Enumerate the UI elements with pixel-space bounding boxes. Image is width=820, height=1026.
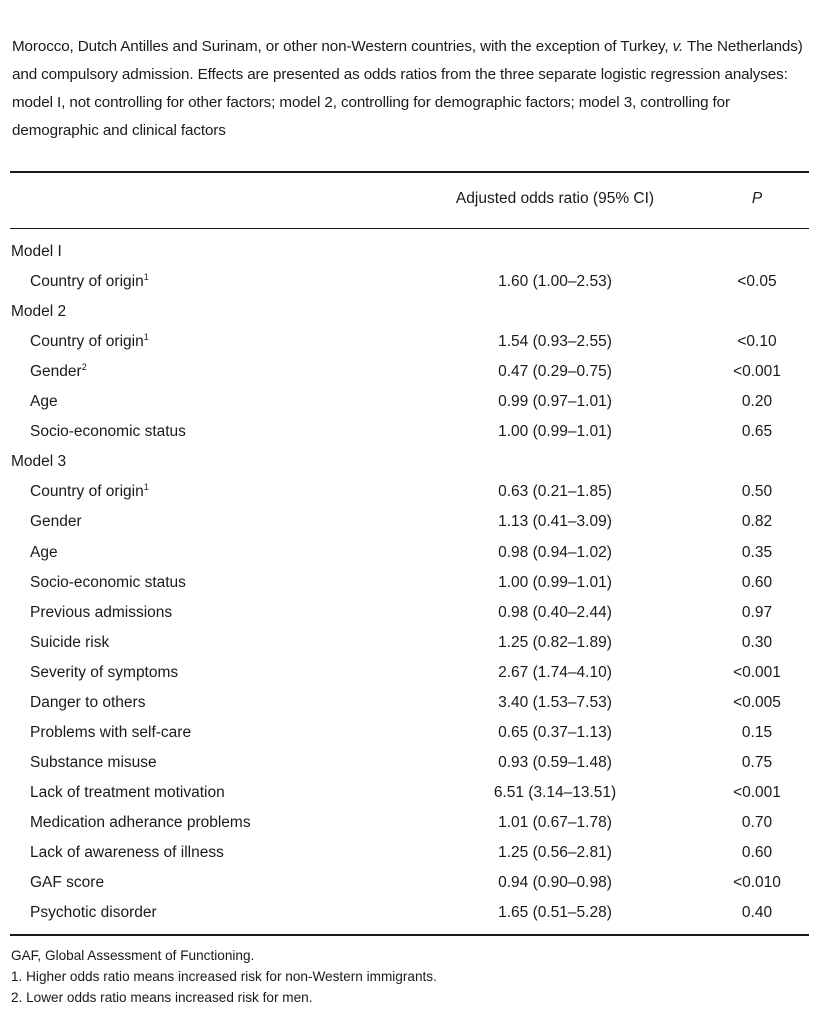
row-label [30, 327, 149, 357]
table-row [0, 838, 820, 868]
odds-ratio-cell: 6.51 (3.14–13.51) [493, 783, 617, 801]
row-label [30, 628, 109, 658]
table-bottom-rule [10, 934, 809, 936]
footnote-gaf: GAF, Global Assessment of Functioning. [11, 948, 255, 963]
row-label-text: Country of origin [30, 273, 144, 291]
row-label [30, 417, 186, 447]
table-caption [12, 33, 812, 145]
row-label-text: Age [30, 393, 58, 411]
row-label-text: Lack of treatment motivation [30, 783, 225, 801]
table-row [0, 658, 820, 688]
p-value-cell: <0.001 [733, 363, 781, 381]
footnote-2: 2. Lower odds ratio means increased risk for men. [11, 990, 313, 1005]
p-value-cell: 0.15 [741, 723, 773, 741]
p-value-cell: <0.10 [737, 333, 777, 351]
table-row [0, 477, 820, 507]
p-value-cell: 0.65 [741, 423, 773, 441]
table-section-heading [0, 297, 820, 327]
footnote-marker: 1 [143, 272, 149, 283]
row-label-text: GAF score [30, 874, 105, 892]
row-label-text: Socio-economic status [30, 573, 186, 591]
p-value-cell: 0.82 [741, 513, 773, 531]
table-row [0, 688, 820, 718]
odds-ratio-cell: 0.94 (0.90–0.98) [498, 874, 612, 892]
p-value-cell: 0.50 [741, 483, 773, 501]
row-label [30, 568, 186, 598]
odds-ratio-cell: 1.60 (1.00–2.53) [498, 273, 612, 291]
p-value-cell: <0.001 [733, 783, 781, 801]
p-value-cell: 0.40 [741, 904, 773, 922]
table-section-heading [0, 447, 820, 477]
footnotes [11, 945, 437, 1008]
table-row [0, 507, 820, 537]
odds-ratio-cell: 1.54 (0.93–2.55) [498, 333, 612, 351]
row-label-text: Model 2 [11, 303, 67, 321]
row-label-text: Medication adherance problems [30, 813, 251, 831]
caption-versus: v. [672, 38, 684, 55]
odds-ratio-cell: 0.93 (0.59–1.48) [498, 753, 612, 771]
footnote-1: 1. Higher odds ratio means increased risk for non-Western immigrants. [11, 969, 437, 984]
table-row [0, 417, 820, 447]
row-label-text: Lack of awareness of illness [30, 844, 224, 861]
row-label [30, 778, 225, 808]
odds-ratio-cell: 3.40 (1.53–7.53) [498, 693, 612, 711]
odds-ratio-cell: 1.65 (0.51–5.28) [498, 904, 612, 922]
row-label-text: Previous admissions [30, 603, 173, 621]
row-label [30, 838, 224, 868]
table-header-rule [10, 228, 809, 229]
table-row [0, 778, 820, 808]
p-value-cell: <0.001 [733, 663, 781, 681]
row-label [30, 868, 104, 898]
row-label [30, 507, 82, 537]
table-row [0, 868, 820, 898]
row-label-text: Country of origin [30, 333, 144, 351]
header-odds-ratio: Adjusted odds ratio (95% CI) [455, 190, 655, 207]
row-label-text: Suicide risk [30, 633, 110, 651]
table-row [0, 538, 820, 568]
odds-ratio-cell: 1.13 (0.41–3.09) [498, 513, 612, 531]
header-p-value: P [751, 190, 763, 207]
odds-ratio-cell: 0.98 (0.94–1.02) [498, 543, 612, 561]
row-label [30, 387, 58, 417]
table-row [0, 628, 820, 658]
odds-ratio-cell: 1.01 (0.67–1.78) [498, 813, 612, 831]
row-label-text: Country of origin [30, 483, 144, 501]
row-label-text: Gender [30, 363, 82, 381]
row-label [30, 718, 191, 748]
p-value-cell: <0.05 [737, 273, 777, 291]
row-label [30, 477, 149, 507]
table-row [0, 357, 820, 387]
table-row [0, 808, 820, 838]
table-section-heading [0, 237, 820, 267]
row-label-text: Substance misuse [30, 753, 157, 771]
row-label-text: Danger to others [30, 693, 146, 711]
section-label [11, 447, 66, 477]
table-row [0, 748, 820, 778]
footnote-marker: 1 [143, 332, 149, 343]
p-value-cell: 0.70 [741, 813, 773, 831]
odds-ratio-cell: 0.98 (0.40–2.44) [498, 603, 612, 621]
table-row [0, 898, 820, 928]
p-value-cell: <0.010 [733, 874, 781, 892]
table-row [0, 327, 820, 357]
row-label [30, 538, 58, 568]
p-value-cell: 0.20 [741, 393, 773, 411]
footnote-marker: 2 [81, 362, 87, 373]
row-label-text: Socio-economic status [30, 423, 186, 441]
odds-ratio-cell: 0.65 (0.37–1.13) [498, 723, 612, 741]
p-value-cell: <0.005 [733, 693, 781, 711]
row-label [30, 748, 157, 778]
table-row [0, 718, 820, 748]
row-label-text: Psychotic disorder [30, 904, 157, 922]
footnote-marker: 1 [143, 482, 149, 493]
table-row [0, 387, 820, 417]
table-top-rule [10, 171, 809, 173]
row-label-text: Model 3 [11, 453, 67, 471]
p-value-cell: 0.60 [741, 844, 773, 861]
p-value-cell: 0.75 [741, 753, 773, 771]
row-label [30, 658, 178, 688]
p-value-cell: 0.97 [741, 603, 773, 621]
section-label [11, 237, 62, 267]
table-row [0, 598, 820, 628]
row-label-text: Model I [11, 243, 62, 260]
section-label [11, 297, 66, 327]
odds-ratio-cell: 1.25 (0.82–1.89) [498, 633, 612, 651]
odds-ratio-cell: 0.99 (0.97–1.01) [498, 393, 612, 411]
p-value-cell: 0.35 [741, 543, 773, 561]
table-row [0, 267, 820, 297]
p-value-cell: 0.60 [741, 573, 773, 591]
odds-ratio-cell: 2.67 (1.74–4.10) [498, 663, 612, 681]
row-label [30, 808, 251, 838]
odds-ratio-cell: 1.25 (0.56–2.81) [498, 844, 612, 861]
caption-text-cont: The Netherlands) and compulsory admission. Effects are presented as odds ratios from the three separate logistic regression analyses: model I, not controlling for other factors; model 2, controlling for demographic factors; model 3, controlling for demographic and clinical factors [12, 38, 803, 139]
odds-ratio-cell: 0.63 (0.21–1.85) [498, 483, 612, 501]
odds-ratio-cell: 1.00 (0.99–1.01) [498, 573, 612, 591]
row-label [30, 357, 87, 387]
row-label [30, 598, 172, 628]
p-value-cell: 0.30 [741, 633, 773, 651]
row-label-text: Age [30, 543, 58, 561]
odds-ratio-cell: 1.00 (0.99–1.01) [498, 423, 612, 441]
caption-text: Morocco, Dutch Antilles and Surinam, or other non-Western countries, with the exception of Turkey, [12, 38, 673, 55]
row-label-text: Gender [30, 513, 82, 531]
row-label-text: Problems with self-care [30, 723, 192, 741]
odds-ratio-cell: 0.47 (0.29–0.75) [498, 363, 612, 381]
row-label [30, 688, 145, 718]
row-label [30, 267, 149, 297]
row-label-text: Severity of symptoms [30, 663, 179, 681]
row-label [30, 898, 157, 928]
table-row [0, 568, 820, 598]
